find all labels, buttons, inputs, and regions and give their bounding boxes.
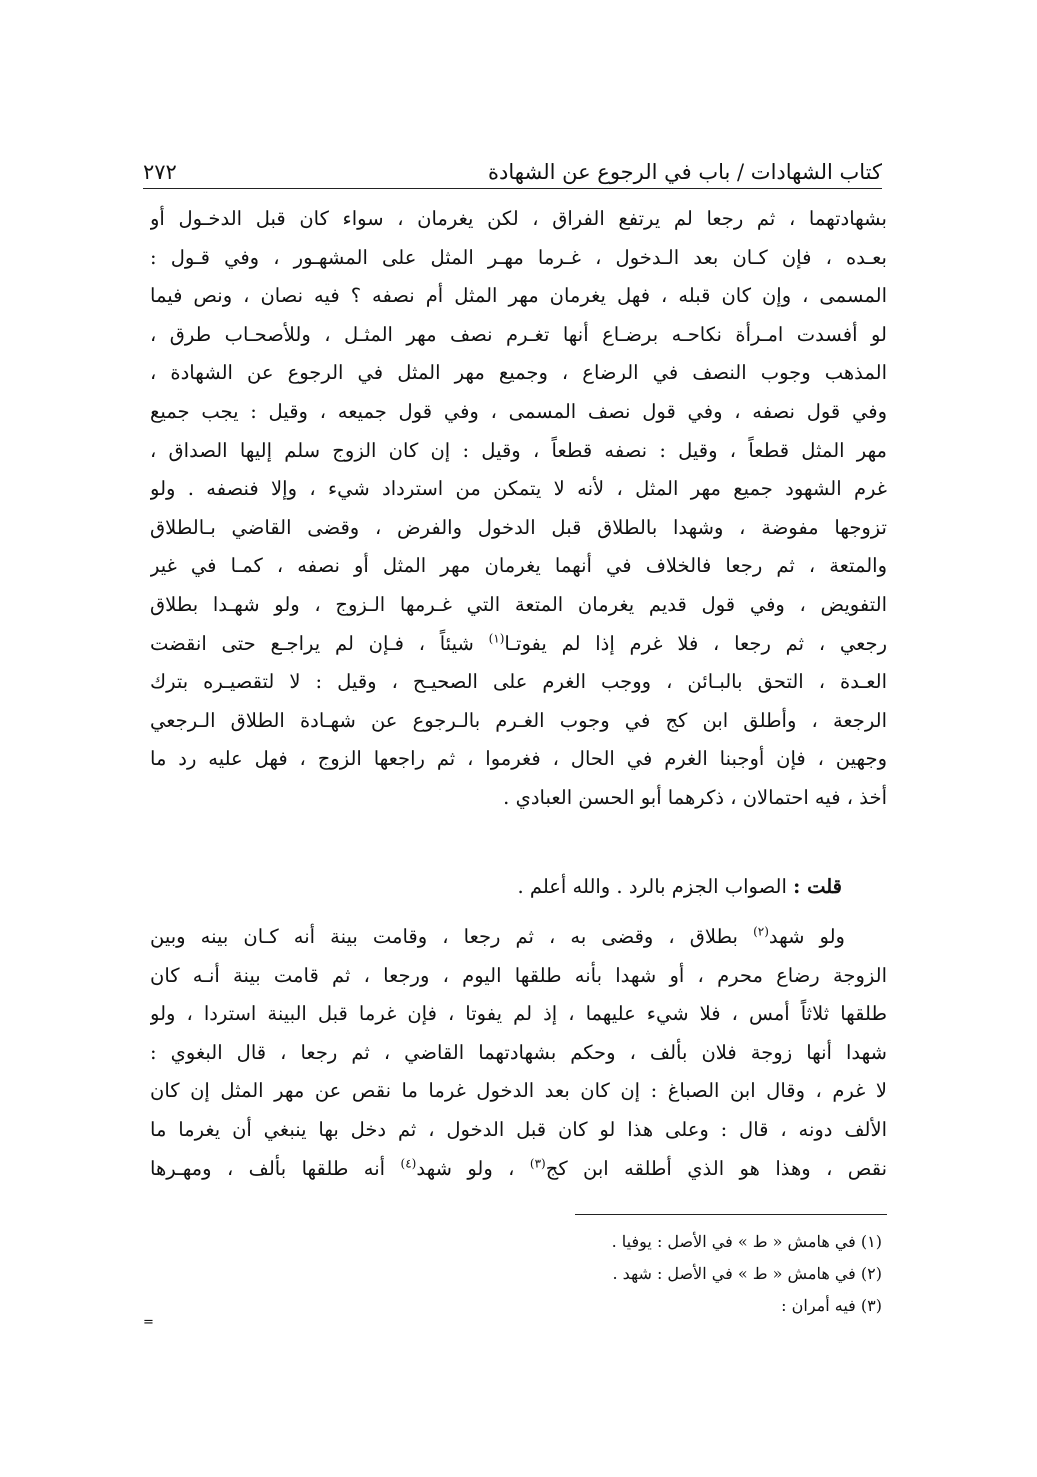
continuation-marker: = — [143, 1315, 154, 1330]
page-number: ٢٧٢ — [143, 160, 177, 184]
text-line: وجهين ، فإن أوجبنا الغرم في الحال ، فغرموا ، ثم راجعها الزوج ، فهل عليه رد ما — [150, 747, 887, 771]
text-segment: بطلاق ، وقضى به ، ثم رجعا ، وقامت بينة أنه كـان بينه وبين — [150, 925, 738, 948]
footnote: (١) في هامش « ط » في الأصل : يوفيا . — [611, 1232, 882, 1251]
text-line: شهدا أنها زوجة فلان بألف ، وحكم بشهادتهما القاضي ، ثم رجعا ، قال البغوي : — [150, 1040, 887, 1064]
footnote-ref: (٢) — [753, 924, 769, 939]
footnote-ref: (٣) — [529, 1156, 546, 1171]
text-line: تزوجها مفوضة ، وشهدا بالطلاق قبل الدخول والفرض ، وقضى القاضي بـالطلاق — [150, 515, 887, 539]
text-line — [150, 1150, 887, 1189]
text-segment: شيئاً ، فـإن لم يراجـع حتى انقضت — [150, 631, 474, 655]
text-line — [150, 918, 887, 957]
text-line: لا غرم ، وقال ابن الصباغ : إن كان بعد الدخول غرما ما نقص عن مهر المثل إن كان — [150, 1079, 887, 1103]
text-line: أخذ ، فيه احتمالان ، ذكرهما أبو الحسن العبادي . — [503, 785, 887, 809]
footnotes — [150, 1226, 882, 1322]
text-line: والمتعة ، ثم رجعا فالخلاف في أنهما يغرمان مهر المثل أو نصفه ، كمـا في غير — [150, 554, 887, 578]
qult-label: قلت : — [793, 875, 842, 898]
footnote-rule — [575, 1214, 887, 1215]
text-line: بشهادتهما ، ثم رجعا لم يرتفع الفراق ، لكن يغرمان ، سواء كان قبل الدخـول أو — [150, 207, 887, 230]
text-line: الألف دونه ، قال : وعلى هذا لو كان قبل الدخول ، ثم دخل بها ينبغي أن يغرما ما — [150, 1117, 887, 1141]
text-line — [150, 625, 887, 664]
text-line: الرجعة ، وأطلق ابن كج في وجوب الغـرم بالـرجوع عن شهـادة الطلاق الـرجعي — [150, 708, 887, 732]
text-line: طلقها ثلاثاً أمس ، فلا شيء عليهما ، إذ لم يفوتا ، فإن غرما قبل البينة استردا ، ولو — [150, 1002, 887, 1026]
text-segment: ولو شهد — [768, 925, 845, 948]
text-line: التفويض ، وفي قول قديم يغرمان المتعة التي غـرمها الـزوج ، ولو شهـدا بطلاق — [150, 592, 887, 616]
text-line: العـدة ، التحق بالبـائن ، ووجب الغرم على الصحيـح ، وقيل : لا لتقصيـره بترك — [150, 670, 887, 694]
text-line: المسمى ، وإن كان قبله ، فهل يغرمان مهر المثل أم نصفه ؟ فيه نصان ، ونص فيما — [150, 284, 887, 308]
text-line: المذهب وجوب النصف في الرضاع ، وجميع مهر المثل في الرجوع عن الشهادة ، — [150, 361, 887, 385]
qult-text: الصواب الجزم بالرد . والله أعلم . — [517, 875, 787, 898]
header-rule — [143, 188, 882, 189]
text-line: لو أفسدت امـرأة نكاحـه برضـاع أنها تغـرم نصف مهر المثـل ، وللأصحـاب طرق ، — [150, 322, 887, 346]
paragraph-2 — [150, 918, 887, 1188]
text-segment: نقص ، وهذا هو الذي أطلقه ابن كج — [545, 1156, 887, 1180]
running-header — [143, 140, 882, 184]
paragraph-1 — [150, 200, 887, 818]
qult-note — [150, 868, 842, 907]
text-segment: أنه طلقها بألف ، ومهـرها — [150, 1156, 386, 1180]
footnote-ref: (٤) — [400, 1156, 417, 1171]
text-line: الزوجة رضاع محرم ، أو شهدا بأنه طلقها اليوم ، ورجعا ، ثم قامت بينة أنـه كان — [150, 963, 887, 987]
footnote: (٣) فيه أمران : — [781, 1296, 882, 1315]
text-line: غرم الشهود جميع مهر المثل ، لأنه لا يتمكن من استرداد شيء ، وإلا فنصفه . ولو — [150, 477, 887, 501]
chapter-title: كتاب الشهادات / باب في الرجوع عن الشهادة — [488, 160, 882, 184]
text-line: مهر المثل قطعاً ، وقيل : نصفه قطعاً ، وقيل : إن كان الزوج سلم إليها الصداق ، — [150, 438, 887, 462]
text-line: بعـده ، فإن كـان بعد الـدخول ، غـرما مهـر المثل على المشهـور ، وفي قـول : — [150, 245, 887, 269]
text-segment: رجعي ، ثم رجعا ، فلا غرم إذا لم يفوتـا — [504, 631, 887, 655]
footnote-ref: (١) — [488, 631, 505, 646]
text-segment: ، ولو شهد — [416, 1156, 515, 1180]
footnote: (٢) في هامش « ط » في الأصل : شهد . — [612, 1264, 882, 1283]
text-line: وفي قول نصفه ، وفي قول نصف المسمى ، وفي قول جميعه ، وقيل : يجب جميع — [150, 399, 887, 423]
